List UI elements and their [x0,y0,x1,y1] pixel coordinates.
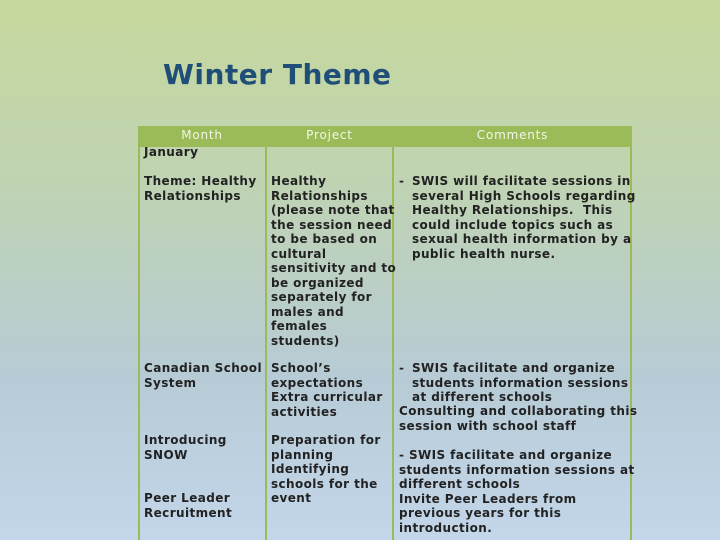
table-border-left [138,126,140,540]
comment-canadian-rest: Consulting and collaborating this session with school staff [399,404,638,433]
month-snow: Introducing SNOW [144,433,227,462]
comment-canadian-bullet: SWIS facilitate and organize students information sessions at different schools [412,361,629,404]
month-peer-leader: Peer Leader Recruitment [144,491,233,520]
bullet-dash: - [399,174,404,188]
comment-healthy: SWIS will facilitate sessions in several High Schools regarding Healthy Relationships. This could include topics such as sexual health information by a public health nurse. [412,174,636,261]
project-school: School’s expectations Extra curricular activities [271,361,383,419]
month-theme: Theme: Healthy Relationships [144,174,257,203]
project-preparation: Preparation for planning Identifying schools for the event [271,433,381,505]
slide-title: Winter Theme [163,58,392,91]
bullet-dash: - [399,361,404,375]
header-month: Month [181,128,223,142]
month-january: January [144,145,199,159]
header-comments: Comments [476,128,549,142]
table-header [138,126,632,147]
project-healthy: Healthy Relationships (please note that the session need to be based on cultural sensitivity and to be organized separately for males and females students) [271,174,397,348]
month-canadian-school: Canadian School System [144,361,262,390]
comment-snow: - SWIS facilitate and organize students information sessions at different schools Invite Peer Leaders from previous years for this introduction. [399,448,635,535]
header-project: Project [306,128,353,142]
column-divider [265,126,267,540]
